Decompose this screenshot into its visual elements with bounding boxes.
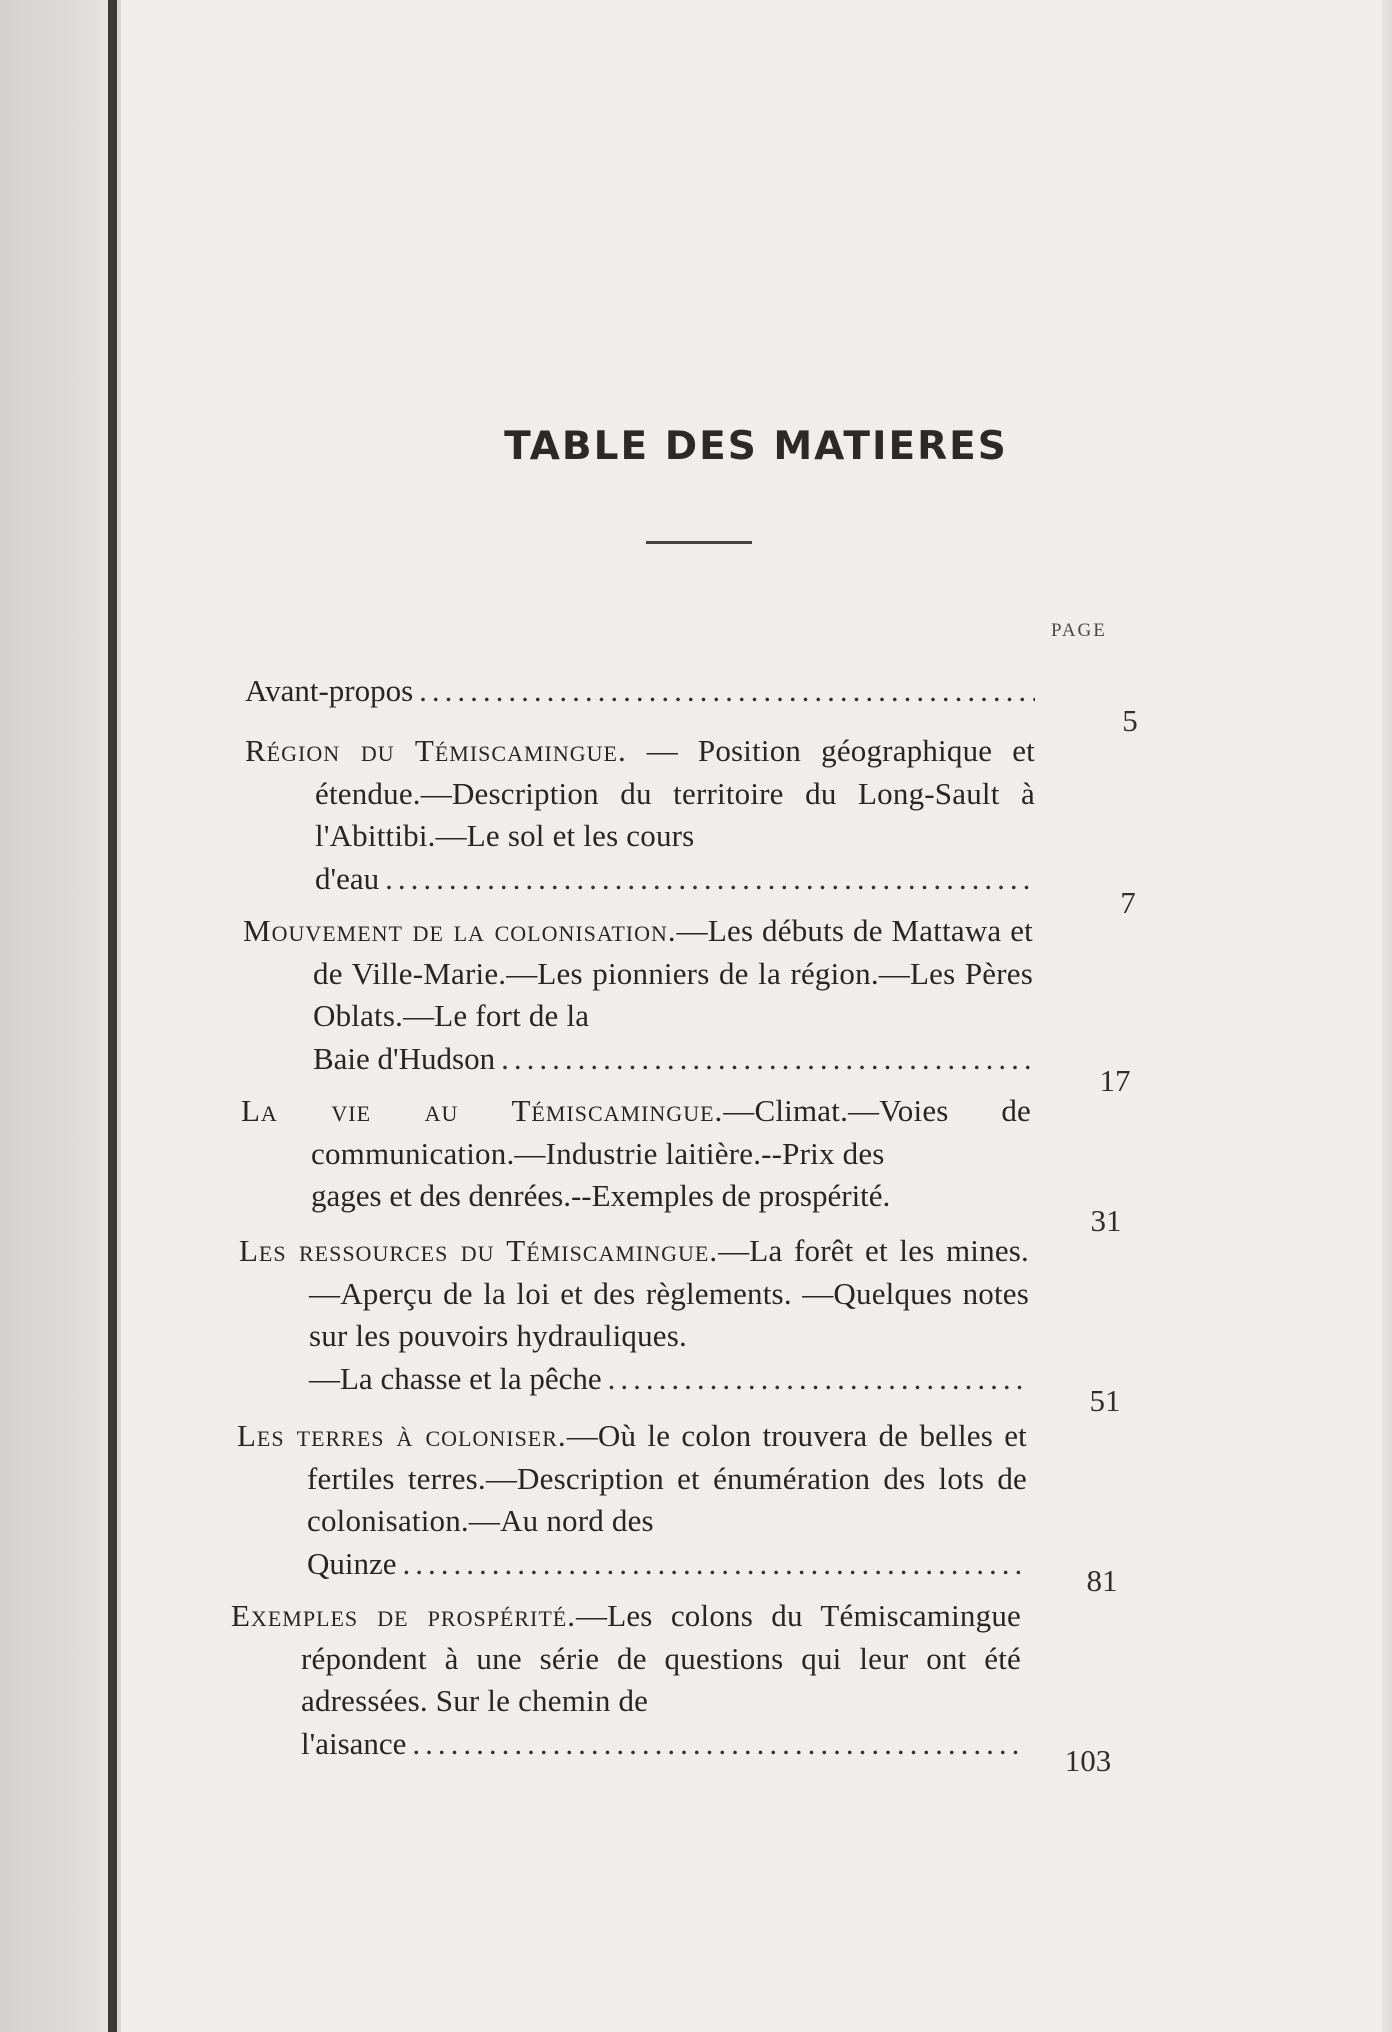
toc-entry-description: —Climat.—Voies de communication.—Industrie laitière.--Prix des	[311, 1093, 1031, 1171]
toc-entry-description: —Les colons du Témiscamingue répondent à une série de questions qui leur ont été adressées. Sur le chemin de	[301, 1598, 1021, 1718]
toc-entry-last-text: Quinze	[307, 1545, 397, 1581]
toc-entry-description: —Où le colon trouvera de belles et fertiles terres.—Description et énumération des lots de colonisation.—Au nord des	[307, 1418, 1027, 1538]
toc-page-number: 7	[1120, 885, 1136, 920]
toc-entry-region[interactable]	[245, 730, 1035, 900]
toc-entry-description: —Les débuts de Mattawa et de Ville-Marie.—Les pionniers de la région.—Les Pères Oblats.—Le fort de la	[313, 913, 1033, 1033]
toc-entry-heading: La vie au Témiscamingue.	[241, 1093, 724, 1128]
toc-page-number: 81	[1086, 1563, 1118, 1598]
toc-page-number: 51	[1089, 1383, 1121, 1418]
toc-entry-lastline	[309, 1358, 1029, 1401]
leader-dots	[385, 858, 1035, 901]
toc-entry-heading: Région du Témiscamingue.	[245, 733, 627, 768]
toc-entry-description: —La forêt et les mines.—Aperçu de la loi et des règlements. —Quelques notes sur les pouvoirs hydrauliques.	[309, 1233, 1029, 1353]
toc-entry-last-text: Baie d'Hudson	[313, 1040, 496, 1076]
toc-entry-last-text: d'eau	[315, 860, 380, 896]
page-title: TABLE DES MATIERES	[504, 424, 1008, 469]
toc-entry-lastline	[313, 1038, 1033, 1081]
toc-entry-ressources[interactable]	[239, 1230, 1029, 1400]
toc-entry-last-text: gages et des denrées.--Exemples de prospérité.	[311, 1178, 891, 1213]
leader-dots	[403, 1543, 1027, 1586]
toc-entry-heading: Mouvement de la colonisation.	[243, 913, 677, 948]
toc-entry-heading: Les ressources du Témiscamingue.	[239, 1233, 719, 1268]
toc-entry-terres[interactable]	[237, 1415, 1027, 1585]
leader-dots	[412, 1723, 1021, 1766]
toc-entry-heading: Exemples de prospérité.	[231, 1598, 576, 1633]
toc-entry-last-text: —La chasse et la pêche	[309, 1360, 602, 1396]
toc-page-number: 5	[1122, 703, 1138, 738]
page-column-label: PAGE	[1051, 620, 1107, 641]
toc-entry-title: Avant-propos	[245, 673, 414, 708]
toc-page-number: 17	[1099, 1063, 1131, 1098]
toc-entry-description: — Position géographique et étendue.—Description du territoire du Long-Sault à l'Abittibi.—Le sol et les cours	[315, 733, 1035, 853]
toc-entry-lastline	[315, 858, 1035, 901]
toc-entry-lastline	[301, 1723, 1021, 1766]
leader-dots	[419, 670, 1035, 713]
toc-entry-heading: Les terres à coloniser.	[237, 1418, 567, 1453]
toc-entry-avant-propos[interactable]	[245, 670, 1035, 713]
toc-entry-vie[interactable]	[241, 1090, 1031, 1218]
toc-entry-mouvement[interactable]	[243, 910, 1033, 1080]
leader-dots	[608, 1358, 1029, 1401]
toc-entry-lastline	[311, 1175, 1031, 1218]
toc-entry-exemples[interactable]	[231, 1595, 1021, 1765]
toc-entry-lastline	[245, 670, 1035, 713]
leader-dots	[501, 1038, 1033, 1081]
toc-entry-lastline	[307, 1543, 1027, 1586]
toc-page-number: 31	[1090, 1203, 1122, 1238]
toc-page-number: 103	[1064, 1743, 1112, 1778]
toc-entry-last-text: l'aisance	[301, 1725, 407, 1761]
